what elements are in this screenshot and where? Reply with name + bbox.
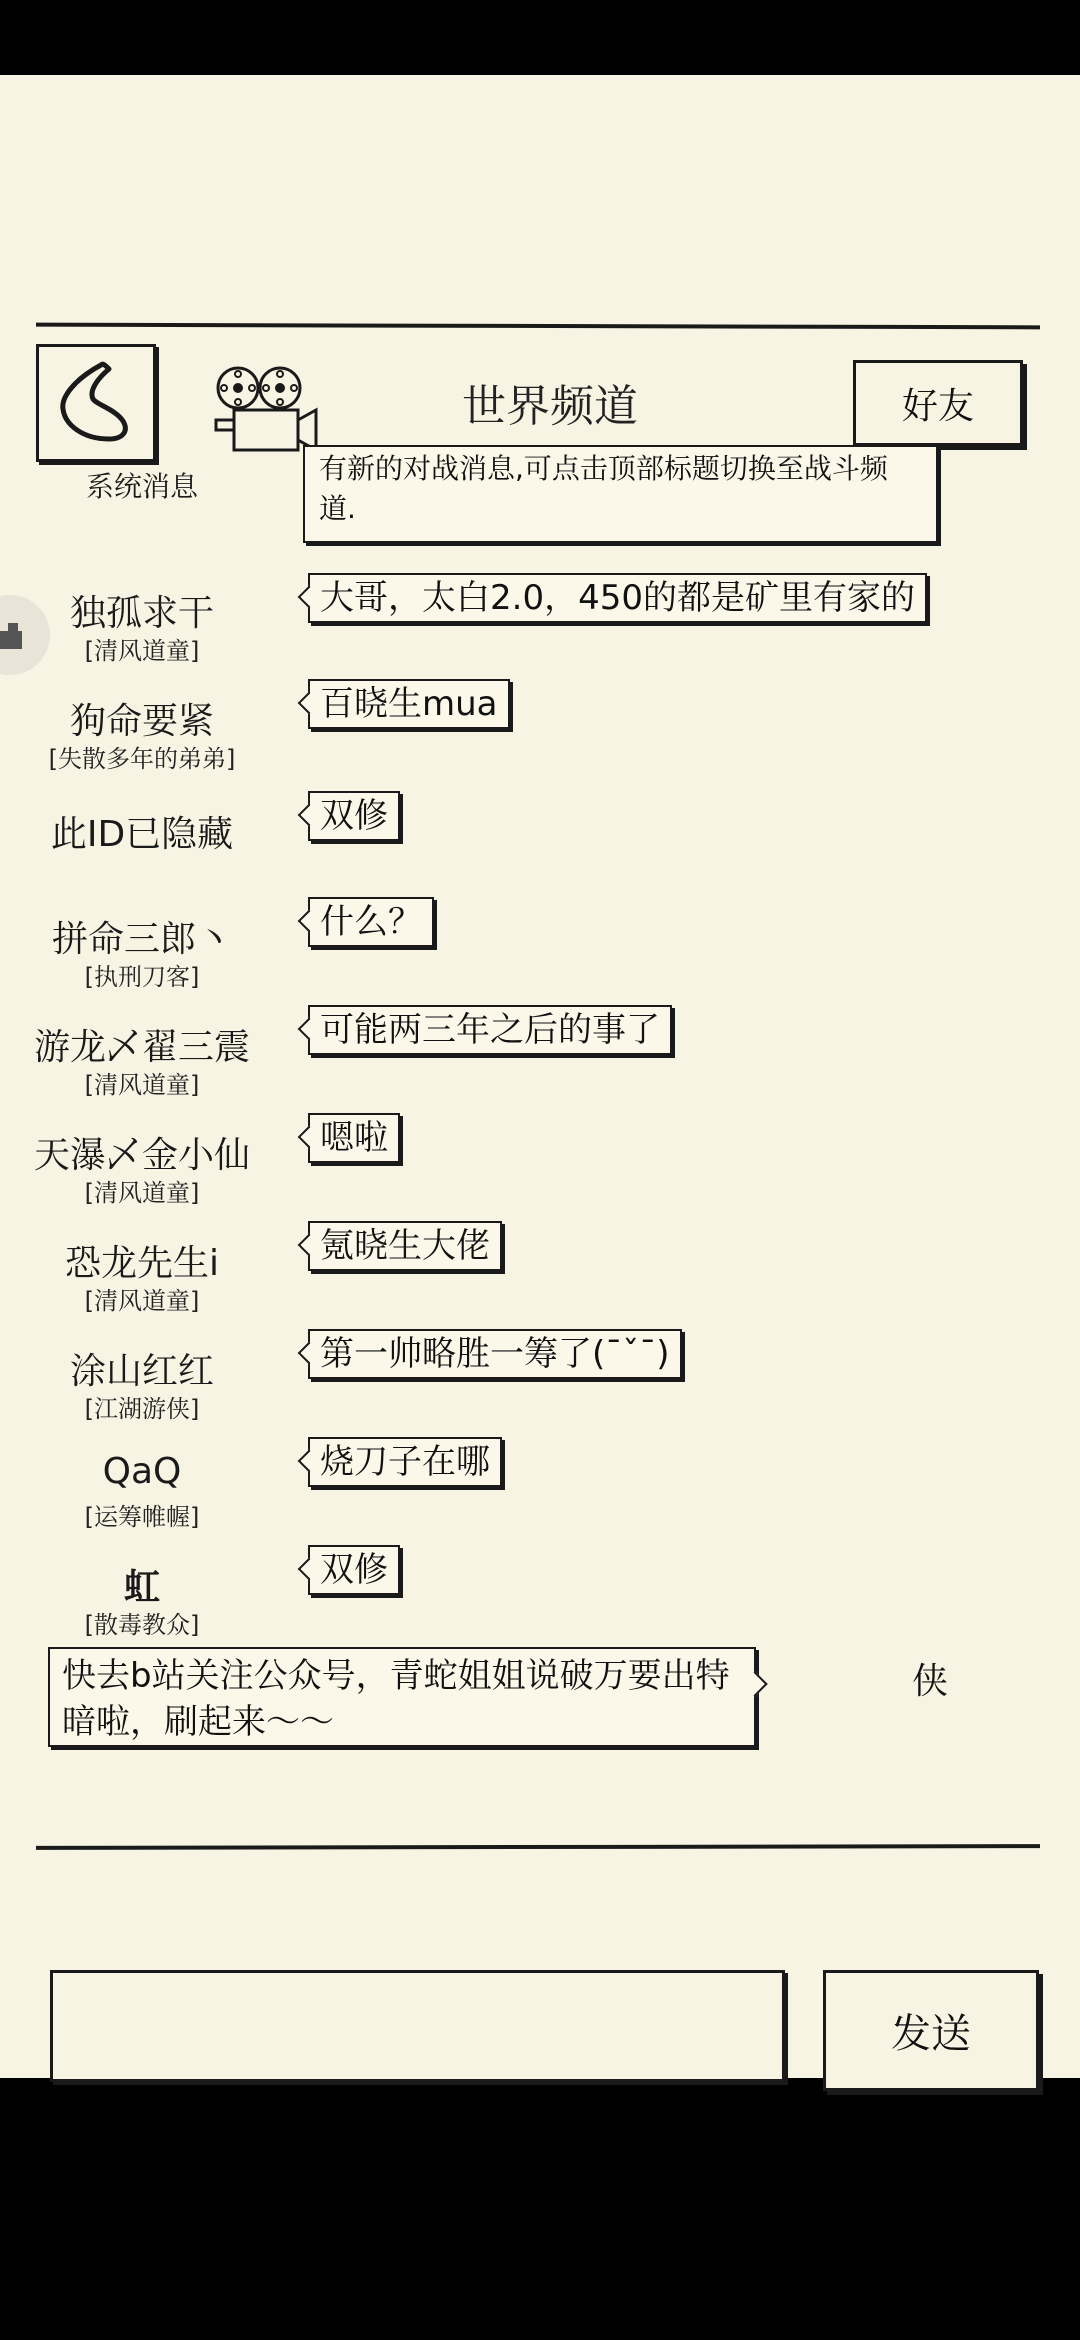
sender-name[interactable]: 涂山红红 xyxy=(69,1351,214,1392)
message-text: 可能两三年之后的事了 xyxy=(320,1010,660,1050)
friends-button[interactable]: 好友 xyxy=(853,360,1023,446)
own-sender-name[interactable]: 侠 xyxy=(911,1661,948,1702)
sender-title: [清风道童] xyxy=(84,1287,200,1315)
sender-name[interactable]: 拼命三郎丶 xyxy=(51,919,232,960)
sender-name[interactable]: 恐龙先生i xyxy=(64,1243,219,1284)
message-bubble: 有新的对战消息,可点击顶部标题切换至战斗频道. xyxy=(303,445,938,543)
message-text: 第一帅略胜一筹了(ˉˇˉ) xyxy=(320,1334,670,1374)
sender-name: 系统消息 xyxy=(85,470,198,503)
sender-name[interactable]: 天瀑乄金小仙 xyxy=(33,1135,250,1176)
back-arrow-icon xyxy=(39,347,153,459)
message-text: 双修 xyxy=(320,1550,388,1590)
message-bubble xyxy=(308,791,400,841)
sender-title: [江湖游侠] xyxy=(84,1395,200,1423)
message-bubble xyxy=(308,679,510,729)
bubble-tail xyxy=(298,1342,321,1365)
message-text: 烧刀子在哪 xyxy=(320,1442,490,1482)
message-text: 百晓生mua xyxy=(320,684,498,724)
bubble-tail xyxy=(298,1558,321,1581)
message-bubble xyxy=(308,1437,502,1487)
header-divider xyxy=(36,323,1040,330)
bubble-tail xyxy=(298,1126,321,1149)
channel-title[interactable]: 世界频道 xyxy=(462,381,638,432)
sender-name[interactable]: 虹 xyxy=(123,1567,160,1608)
bubble-tail xyxy=(298,692,321,715)
message-bubble xyxy=(308,573,927,623)
chat-list[interactable] xyxy=(0,452,1080,1773)
sender-name[interactable]: QaQ xyxy=(102,1451,182,1492)
message-text: 双修 xyxy=(320,796,388,836)
own-message-bubble xyxy=(48,1647,756,1747)
message-bubble xyxy=(308,1329,682,1379)
sender-title: [清风道童] xyxy=(84,637,200,665)
message-text: 大哥，太白2.0，450的都是矿里有家的 xyxy=(320,578,915,618)
sender-title: [散毒教众] xyxy=(84,1611,200,1639)
sender-name[interactable]: 独孤求干 xyxy=(69,593,214,634)
sender-name[interactable]: 游龙乄翟三震 xyxy=(33,1027,250,1068)
message-bubble xyxy=(308,1221,502,1271)
sender-name[interactable]: 此ID已隐藏 xyxy=(50,814,234,855)
message-text: 快去b站关注公众号，青蛇姐姐说破万要出特暗啦，刷起来～～ xyxy=(62,1656,730,1742)
message-bubble xyxy=(308,1113,400,1163)
sender-title: [清风道童] xyxy=(84,1071,200,1099)
message-bubble xyxy=(308,897,434,947)
message-bubble xyxy=(308,1545,400,1595)
sender-title: [运筹帷幄] xyxy=(84,1503,200,1531)
bubble-tail xyxy=(298,804,321,827)
bubble-tail xyxy=(298,586,321,609)
sender-title: [清风道童] xyxy=(84,1179,200,1207)
back-button[interactable] xyxy=(36,344,156,462)
bubble-tail xyxy=(298,1234,321,1257)
sender-name[interactable]: 狗命要紧 xyxy=(69,701,214,742)
send-button[interactable]: 发送 xyxy=(823,1970,1039,2091)
bubble-tail xyxy=(298,1018,321,1041)
message-bubble xyxy=(308,1005,672,1055)
sender-title: [失散多年的弟弟] xyxy=(48,745,236,773)
bubble-tail xyxy=(742,1671,767,1696)
bubble-tail xyxy=(298,1450,321,1473)
film-camera-icon xyxy=(212,362,326,458)
composer-divider xyxy=(36,1844,1040,1850)
message-text: 氪晓生大佬 xyxy=(320,1226,490,1266)
bubble-tail xyxy=(298,910,321,933)
game-screen xyxy=(0,75,1080,2078)
sender-title: [执刑刀客] xyxy=(84,963,200,991)
message-text: 什么？ xyxy=(320,902,422,942)
message-input[interactable] xyxy=(50,1970,785,2082)
message-text: 嗯啦 xyxy=(320,1118,388,1158)
